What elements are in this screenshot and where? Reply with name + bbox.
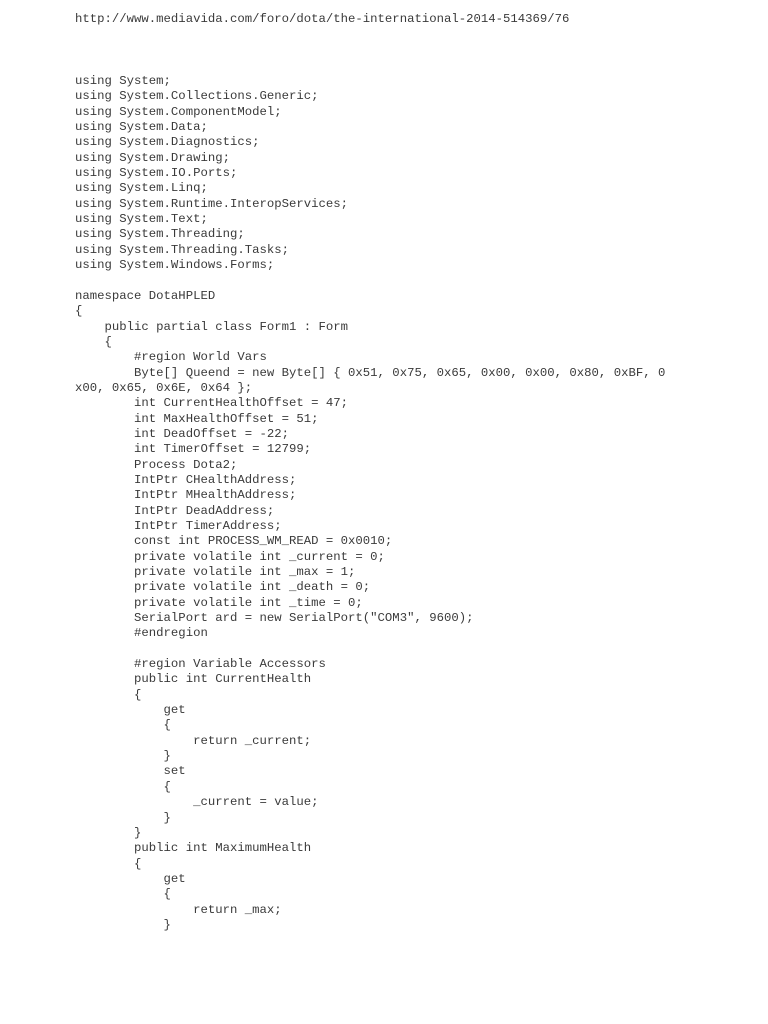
code-line: using System.Collections.Generic; (75, 89, 319, 104)
code-line: using System.Linq; (75, 181, 208, 196)
code-line: } (75, 810, 171, 825)
code-line: IntPtr DeadAddress; (75, 503, 275, 518)
code-line: private volatile int _max = 1; (75, 565, 356, 579)
code-line: { (75, 887, 171, 902)
code-line: using System.Threading; (75, 227, 245, 242)
code-line: private volatile int _current = 0; (75, 549, 385, 564)
code-line: int MaxHealthOffset = 51; (75, 411, 319, 426)
code-line: public partial class Form1 : Form (75, 319, 349, 334)
code-line (75, 273, 665, 288)
code-line: Process Dota2; (75, 457, 238, 472)
code-line: return _current; (75, 733, 312, 748)
code-line: } (75, 749, 171, 764)
code-line: using System.ComponentModel; (75, 104, 282, 119)
code-line: const int PROCESS_WM_READ = 0x0010; (75, 534, 393, 549)
code-line: Byte[] Queend = new Byte[] { 0x51, 0x75, 0x65, 0x00, 0x00, 0x80, 0xBF, 0 (75, 365, 666, 380)
code-line: using System.Runtime.InteropServices; (75, 196, 349, 211)
code-line: } (75, 917, 171, 932)
code-line: { (75, 304, 83, 319)
code-line: public int MaximumHealth (75, 841, 312, 856)
code-line: #endregion (75, 626, 208, 641)
code-line: using System.Text; (75, 212, 208, 227)
code-line: get (75, 871, 186, 886)
code-line: using System.Threading.Tasks; (75, 242, 290, 257)
code-line: using System.Windows.Forms; (75, 258, 275, 273)
code-line: int DeadOffset = -22; (75, 426, 290, 441)
code-line: { (75, 718, 171, 733)
code-line: using System.IO.Ports; (75, 166, 238, 181)
code-line: { (75, 334, 112, 349)
code-line: { (75, 779, 171, 794)
code-line: SerialPort ard = new SerialPort("COM3", 9600); (75, 611, 474, 626)
code-line: #region Variable Accessors (75, 657, 326, 672)
code-line: using System; (75, 74, 171, 88)
code-line: _current = value; (75, 795, 319, 810)
source-url: http://www.mediavida.com/foro/dota/the-international-2014-514369/76 (75, 12, 570, 26)
code-line: int TimerOffset = 12799; (75, 442, 312, 457)
code-line: public int CurrentHealth (75, 672, 312, 687)
code-line: #region World Vars (75, 350, 267, 365)
code-line: return _max; (75, 902, 282, 917)
code-line: } (75, 825, 142, 840)
code-line: int CurrentHealthOffset = 47; (75, 396, 349, 411)
code-line: using System.Drawing; (75, 150, 230, 165)
code-line: using System.Data; (75, 120, 208, 135)
code-line: IntPtr TimerAddress; (75, 518, 282, 533)
code-line: private volatile int _death = 0; (75, 580, 371, 595)
code-line: using System.Diagnostics; (75, 135, 260, 150)
code-line (75, 642, 665, 657)
code-line: { (75, 856, 142, 871)
code-line: get (75, 703, 186, 718)
code-block (75, 74, 665, 933)
code-line: { (75, 687, 142, 702)
code-line: set (75, 764, 186, 779)
code-line: private volatile int _time = 0; (75, 595, 363, 610)
code-line: IntPtr MHealthAddress; (75, 488, 297, 503)
code-line: x00, 0x65, 0x6E, 0x64 }; (75, 380, 253, 395)
code-line: IntPtr CHealthAddress; (75, 472, 297, 487)
code-line: namespace DotaHPLED (75, 288, 216, 303)
